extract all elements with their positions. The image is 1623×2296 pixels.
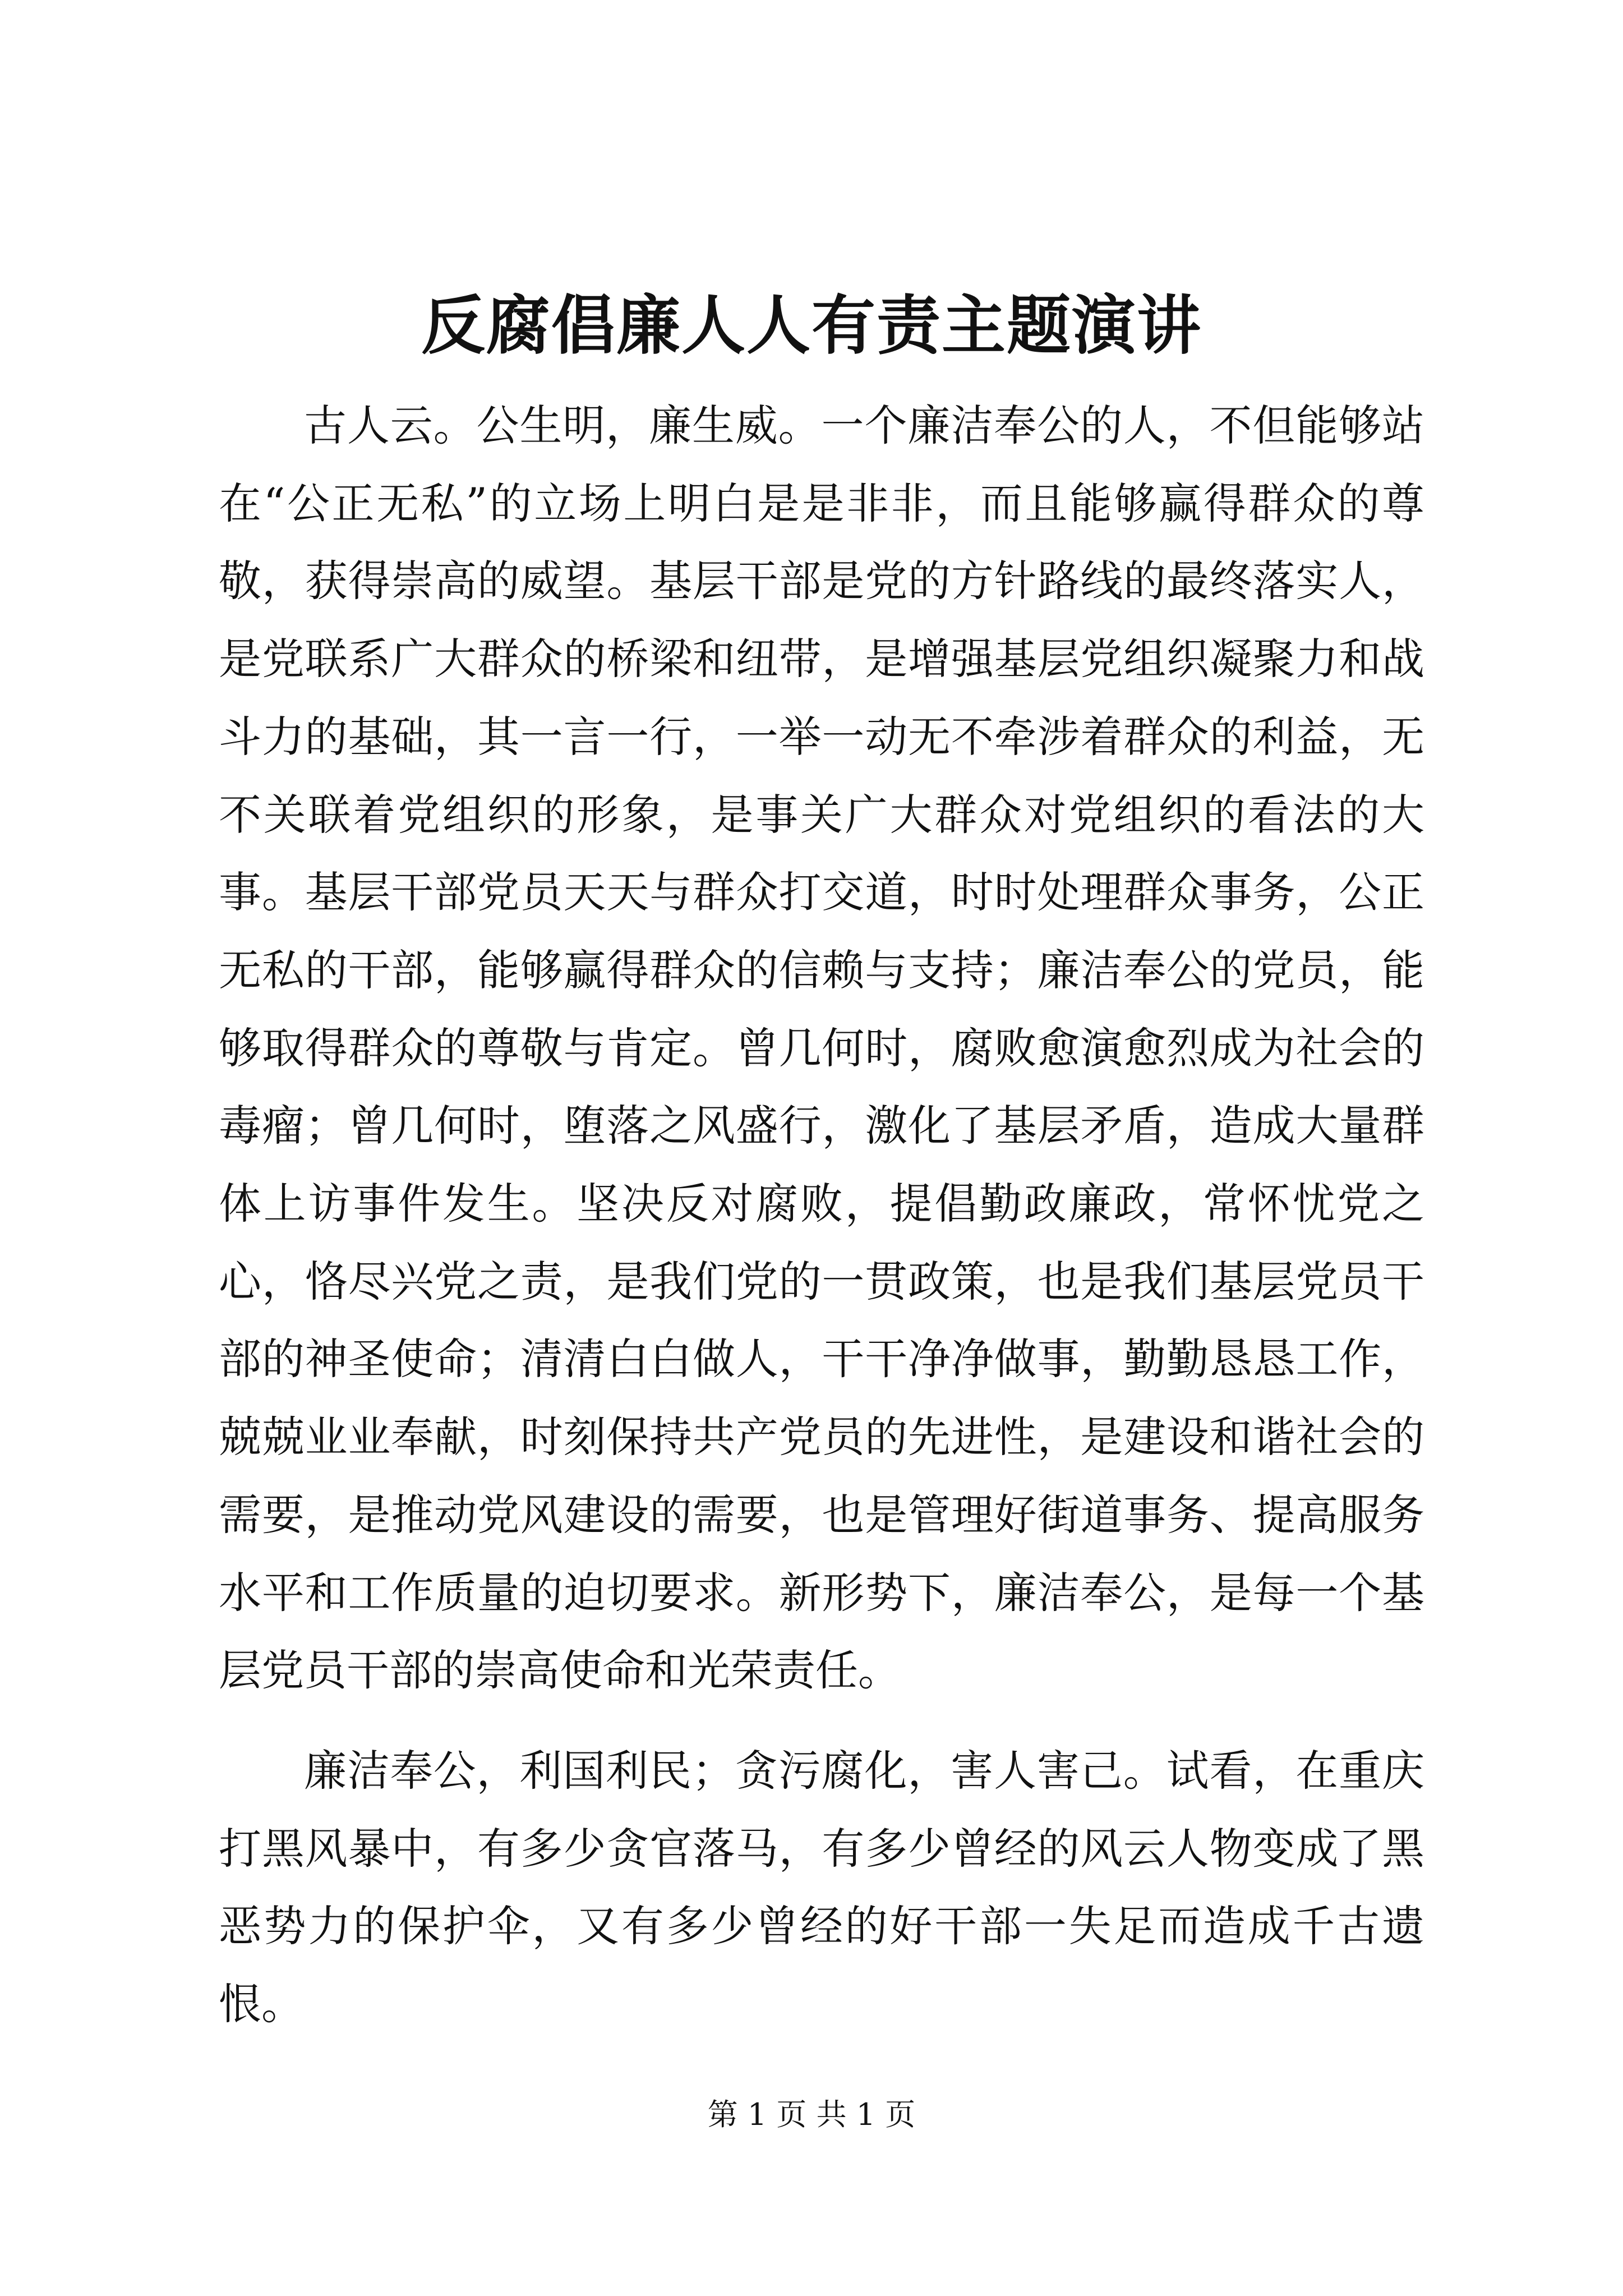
document-title: 反腐倡廉人人有责主题演讲: [421, 288, 1202, 363]
body-paragraph-1: 古人云。公生明，廉生威。一个廉洁奉公的人，不但能够站在“公正无私”的立场上明白是是非非，而且能够赢得群众的尊敬，获得崇高的威望。基层干部是党的方针路线的最终落实人，是党联系广大群众的桥梁和纽带，是增强基层党组织凝聚力和战斗力的基础，其一言一行，一举一动无不牵涉着群众的利益，无不关联着党组织的形象，是事关广大群众对党组织的看法的大事。基层干部党员天天与群众打交道，时时处理群众事务，公正无私的干部，能够赢得群众的信赖与支持；廉洁奉公的党员，能够取得群众的尊敬与肯定。曾几何时，腐败愈演愈烈成为社会的毒瘤；曾几何时，堕落之风盛行，激化了基层矛盾，造成大量群体上访事件发生。坚决反对腐败，提倡勤政廉政，常怀忧党之心，恪尽兴党之责，是我们党的一贯政策，也是我们基层党员干部的神圣使命；清清白白做人，干干净净做事，勤勤恳恳工作，兢兢业业奉献，时刻保持共产党员的先进性，是建设和谐社会的需要，是推动党风建设的需要，也是管理好街道事务、提高服务水平和工作质量的迫切要求。新形势下，廉洁奉公，是每一个基层党员干部的崇高使命和光荣责任。: [219, 401, 1424, 1696]
body-paragraph-2: 廉洁奉公，利国利民；贪污腐化，害人害己。试看，在重庆打黑风暴中，有多少贪官落马，有多少曾经的风云人物变成了黑恶势力的保护伞，又有多少曾经的好干部一失足而造成千古遗恨。: [219, 1745, 1424, 2030]
page-number-footer: 第 1 页 共 1 页: [707, 2097, 916, 2132]
document-body: [219, 387, 1424, 2044]
